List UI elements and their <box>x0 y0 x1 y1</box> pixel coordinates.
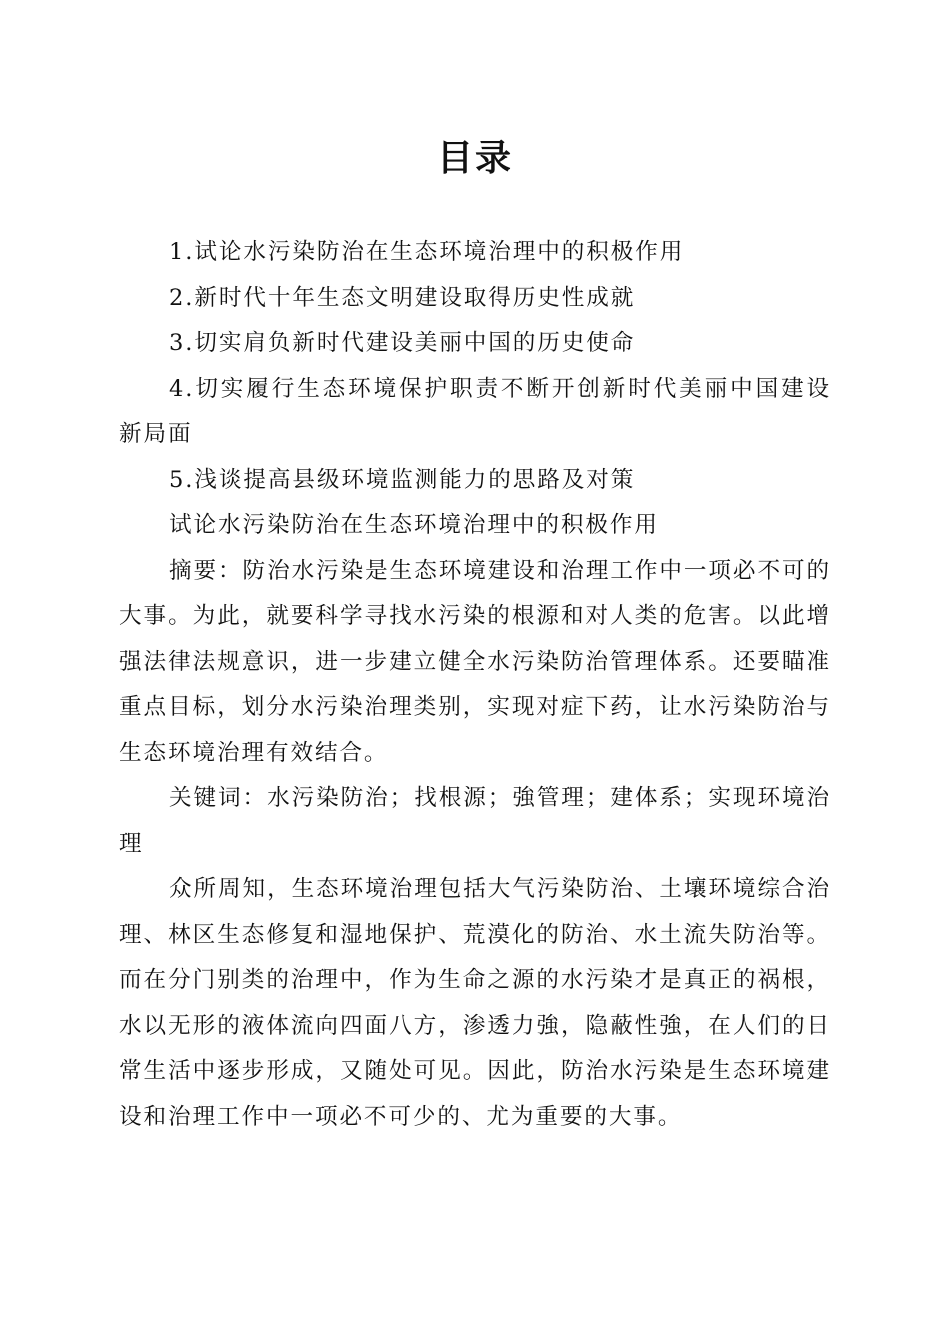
keywords-paragraph: 关键词：水污染防治；找根源；強管理；建体系；实现环境治理 <box>119 785 831 857</box>
page-title: 目录 <box>436 137 513 179</box>
toc-item-2: 2.新时代十年生态文明建设取得历史性成就 <box>169 284 636 311</box>
toc-item-5: 5.浅谈提高县级环境监测能力的思路及对策 <box>169 466 636 493</box>
abstract-paragraph: 摘要：防治水污染是生态环境建设和治理工作中一项必不可的大事。为此，就要科学寻找水污染的根源和对人类的危害。以此增强法律法规意识，进一步建立健全水污染防治管理体系。还要瞄准重点目标，划分水污染治理类别，实现对症下药，让水污染防治与生态环境治理有效结合。 <box>119 557 831 766</box>
toc-item-4: 4.切实履行生态环境保护职责不断开创新时代美丽中国建设新局面 <box>119 375 831 447</box>
document-body <box>119 230 831 1140</box>
toc-item-1: 1.试论水污染防治在生态环境治理中的积极作用 <box>169 239 685 265</box>
body-paragraph: 众所周知，生态环境治理包括大气污染防治、土壤环境综合治理、林区生态修复和湿地保护、荒漠化的防治、水土流失防治等。而在分门别类的治理中，作为生命之源的水污染才是真正的祸根，水以无形的液体流向四面八方，渗透力強，隐蔽性強，在人们的日常生活中逐步形成，又随处可见。因此，防治水污染是生态环境建设和治理工作中一项必不可少的、尤为重要的大事。 <box>119 876 831 1130</box>
toc-item-3: 3.切实肩负新时代建设美丽中国的历史使命 <box>169 330 636 356</box>
article-title: 试论水污染防治在生态环境治理中的积极作用 <box>169 512 659 538</box>
